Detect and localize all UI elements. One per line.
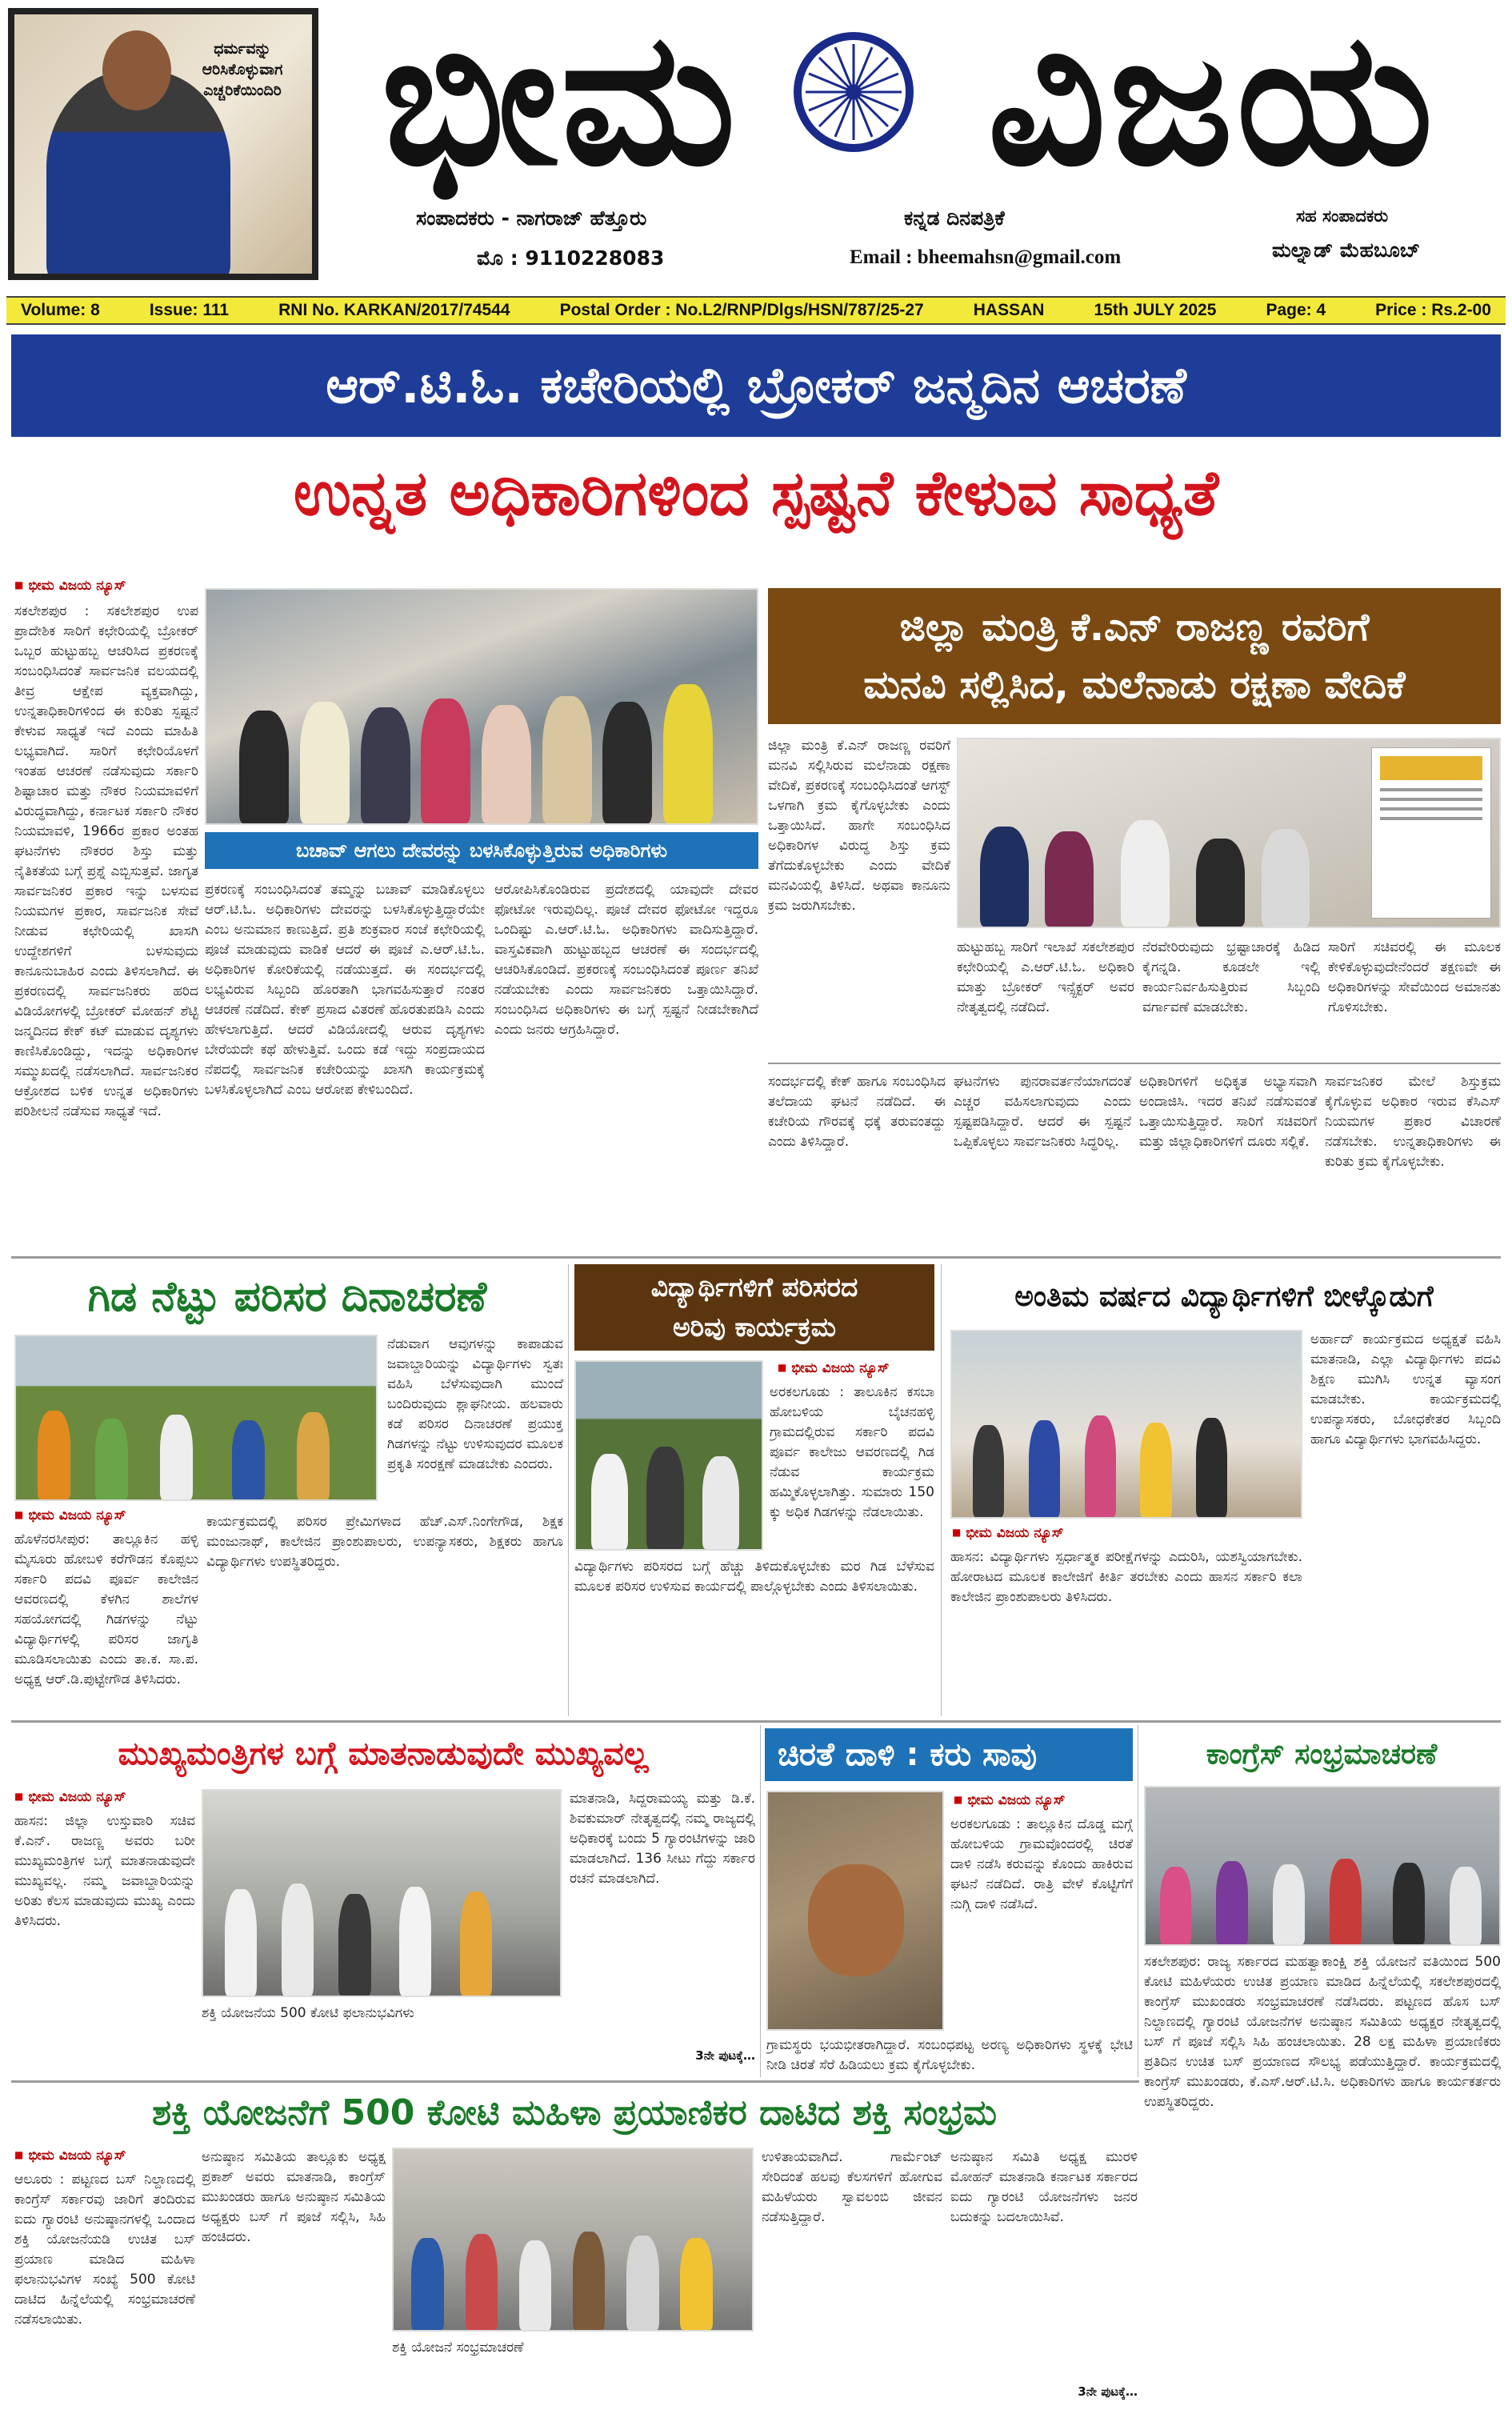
minister-headline bbox=[768, 588, 1501, 724]
lead-byline: ■ ಭೀಮ ವಿಜಯ ನ್ಯೂಸ್ bbox=[14, 578, 190, 594]
issue: Issue: 111 bbox=[149, 301, 230, 319]
minister-lower-column-2: ಘಟನೆಗಳು ಪುನರಾವರ್ತನೆಯಾಗದಂತೆ ಎಚ್ಚರ ವಹಿಸಲಾಗುವುದು ಎಂದು ಸ್ಪಷ್ಟಪಡಿಸಿದ್ದಾರೆ. ಆದರೆ ಈ ಸ್ಪಷ್ಟನೆ ಒಪ್ಪಿಕೊಳ್ಳಲು ಸಾರ್ವಜನಿಕರು ಸಿದ್ಧರಿಲ್ಲ. bbox=[954, 1074, 1131, 1150]
portrait-caption-line: ಎಚ್ಚರಿಕೆಯಿಂದಿರಿ bbox=[203, 82, 282, 99]
section-divider-1 bbox=[11, 1256, 1501, 1259]
shakti-continued: 3ನೇ ಪುಟಕ್ಕೆ… bbox=[1078, 2384, 1138, 2399]
minister-lower-column-3: ಅಧಿಕಾರಿಗಳಿಗೆ ಅಧಿಕೃತ ಅಭ್ಯಾಸವಾಗಿ ಅಂದಾಜಿಸಿ. ಇದರ ತನಿಖೆ ನಡೆಸುವಂತೆ ಒತ್ತಾಯಿಸುತ್ತಿದ್ದಾರೆ. ಸಾರಿಗೆ ಸಚಿವರಿಗೆ ಮತ್ತು ಜಿಲ್ಲಾಧಿಕಾರಿಗಳಿಗೆ ದೂರು ಸಲ್ಲಿಕೆ. bbox=[1139, 1074, 1317, 1150]
student-env-column-2: ವಿದ್ಯಾರ್ಥಿಗಳು ಪರಿಸರದ ಬಗ್ಗೆ ಹೆಚ್ಚು ತಿಳಿದುಕೊಳ್ಳಬೇಕು ಮರ ಗಿಡ ಬೆಳೆಸುವ ಮೂಲಕ ಪರಿಸರ ಉಳಿಸುವ ಕಾರ್ಯದಲ್ಲಿ ಪಾಲ್ಗೊಳ್ಳಬೇಕು ಎಂದು ತಿಳಿಸಲಾಯಿತು. bbox=[574, 1559, 934, 1595]
congress-headline: ಕಾಂಗ್ರೆಸ್ ಸಂಭ್ರಮಾಚರಣೆ bbox=[1206, 1738, 1438, 1771]
deer-byline: ■ ಭೀಮ ವಿಜಯ ನ್ಯೂಸ್ bbox=[954, 1792, 1133, 1808]
deer-figure-icon bbox=[808, 1864, 904, 1976]
minister-lower-column-1: ಸಂದರ್ಭದಲ್ಲಿ ಕೇಕ್ ಹಾಗೂ ಸಂಬಂಧಿಸಿದ ತಲೆದಾಯ ಘಟನೆ ನಡೆದಿದೆ. ಈ ಕಚೇರಿಯ ಗೌರವಕ್ಕೆ ಧಕ್ಕೆ ತರುವಂತದ್ದು ಎಂದು ತಿಳಿಸಿದ್ದಾರೆ. bbox=[768, 1074, 946, 1150]
student-env-photo bbox=[574, 1360, 763, 1551]
lead-column-2: ಪ್ರಕರಣಕ್ಕೆ ಸಂಬಂಧಿಸಿದಂತೆ ತಮ್ಮನ್ನು ಬಚಾವ್ ಮಾಡಿಕೊಳ್ಳಲು ಆರ್.ಟಿ.ಓ. ಅಧಿಕಾರಿಗಳು ದೇವರನ್ನು ಬಳಸಿಕೊಳ್ಳುತ್ತಿದ್ದಾರೆಯೇ ಎಂಬ ಅನುಮಾನ ಕಾಣುತ್ತಿದೆ. ಪ್ರತಿ ಶುಕ್ರವಾರ ಸಂಜೆ ಕಛೇರಿಯಲ್ಲಿ ಪೂಜೆ ಮಾಡುವುದು ವಾಡಿಕೆ ಆದರೆ ಈ ಪೂಜೆ ಎ.ಆರ್.ಟಿ.ಓ. ಅಧಿಕಾರಿಗಳ ಕೋರಿಕೆಯಲ್ಲಿ ನಡೆಯುತ್ತದೆ. ಈ ಸಂದರ್ಭದಲ್ಲಿ ಲಭ್ಯವಿರುವ ಸಿಬ್ಬಂದಿ ಹೊರತಾಗಿ ಭಾಗವಹಿಸುತ್ತಾರೆ ನಂತರ ಆಚರಣೆ ನಡೆದಿದೆ. ಕೇಕ್ ಪ್ರಸಾದ ವಿತರಣೆ ಹೊರತುಪಡಿಸಿ ಎಂದು ಹೇಳಲಾಗುತ್ತಿದೆ. ಆದರೆ ವಿಡಿಯೋದಲ್ಲಿ ಆರುವ ದೃಶ್ಯಗಳು ಬೇರೆಯದೇ ಕಥೆ ಹೇಳುತ್ತಿವೆ. ಒಂದು ಕಡೆ ಇದ್ದು ಸಂಪ್ರದಾಯದ ನೆಪದಲ್ಲಿ ಸಾರ್ವಜನಿಕ ಕಚೇರಿಯನ್ನು ಖಾಸಗಿ ಕಾರ್ಯಕ್ರಮಕ್ಕೆ ಬಳಸಿಕೊಳ್ಳಲಾಗಿದೆ ಎಂಬ ಆರೋಪ ಕೇಳಿಬಂದಿದೆ. bbox=[205, 882, 485, 1098]
editor-name: ಸಂಪಾದಕರು - ನಾಗರಾಜ್ ಹೆತ್ತೂರು bbox=[416, 206, 647, 230]
tree-column-3: ಕಾರ್ಯಕ್ರಮದಲ್ಲಿ ಪರಿಸರ ಪ್ರೇಮಿಗಳಾದ ಹೆಚ್.ಎಸ್.ನಿಂಗೇಗೌಡ, ಶಿಕ್ಷಕ ಮಂಜುನಾಥ್, ಕಾಲೇಜಿನ ಪ್ರಾಂಶುಪಾಲರು, ಉಪನ್ಯಾಸಕರು, ಶಿಕ್ಷಕರು ಹಾಗೂ ವಿದ್ಯಾರ್ಥಿಗಳು ಉಪಸ್ಥಿತರಿದ್ದರು. bbox=[206, 1514, 563, 1570]
cm-byline: ■ ಭೀಮ ವಿಜಯ ನ್ಯೂಸ್ bbox=[14, 1789, 190, 1805]
congress-photo bbox=[1144, 1786, 1501, 1946]
lead-subhead: ಬಚಾವ್ ಆಗಲು ದೇವರನ್ನು ಬಳಸಿಕೊಳ್ಳುತ್ತಿರುವ ಅಧಿಕಾರಿಗಳು bbox=[205, 832, 758, 869]
minister-column-1: ಜಿಲ್ಲಾ ಮಂತ್ರಿ ಕೆ.ಎನ್ ರಾಜಣ್ಣ ರವರಿಗೆ ಮನವಿ ಸಲ್ಲಿಸಿರುವ ಮಲೆನಾಡು ರಕ್ಷಣಾ ವೇದಿಕೆ, ಪ್ರಕರಣಕ್ಕೆ ಸಂಬಂಧಿಸಿದಂತೆ ಆಗಸ್ಟ್ ಒಳಗಾಗಿ ಕ್ರಮ ಕೈಗೊಳ್ಳಬೇಕು ಎಂದು ಒತ್ತಾಯಿಸಿದೆ. ಹಾಗೇ ಸಂಬಂಧಿಸಿದ ಅಧಿಕಾರಿಗಳ ವಿರುದ್ಧ ಶಿಸ್ತು ಕ್ರಮ ತೆಗೆದುಕೊಳ್ಳಬೇಕು ಎಂದು ವೇದಿಕೆ ಮನವಿಯಲ್ಲಿ ತಿಳಿಸಿದೆ. ಅಥವಾ ಕಾನೂನು ಕ್ರಮ ಜರುಗಿಸಬೇಕು. bbox=[768, 738, 950, 914]
column-divider bbox=[568, 1264, 569, 1716]
shakti-headline: ಶಕ್ತಿ ಯೋಜನೆಗೆ 500 ಕೋಟಿ ಮಹಿಳಾ ಪ್ರಯಾಣಿಕರ ದಾಟಿದ ಶಕ್ತಿ ಸಂಭ್ರಮ bbox=[151, 2092, 998, 2133]
column-divider bbox=[941, 1264, 942, 1716]
minister-column-4: ಸಾರಿಗೆ ಸಚಿವರಲ್ಲಿ ಈ ಮೂಲಕ ಕೇಳಿಕೊಳ್ಳುವುದೇನೆಂದರೆ ತಕ್ಷಣವೇ ಈ ಅಧಿಕಾರಿಗಳನ್ನು ಸೇವೆಯಿಂದ ಅಮಾನತು ಗೊಳಿಸಬೇಕು. bbox=[1328, 939, 1501, 1015]
editor-phone: ಮೊ : 9110228083 bbox=[477, 246, 665, 270]
co-editor-label: ಸಹ ಸಂಪಾದಕರು bbox=[1296, 206, 1389, 226]
section-divider-2 bbox=[11, 1720, 1501, 1723]
place: HASSAN bbox=[973, 301, 1045, 319]
shakti-caption: ಶಕ್ತಿ ಯೋಜನೆ ಸಂಭ್ರಮಾಚರಣೆ bbox=[392, 2340, 524, 2356]
minister-headline-line-2: ಮನವಿ ಸಲ್ಲಿಸಿದ, ಮಲೆನಾಡು ರಕ್ಷಣಾ ವೇದಿಕೆ bbox=[863, 663, 1406, 707]
postal-order: Postal Order : No.L2/RNP/Dlgs/HSN/787/25-27 bbox=[559, 301, 924, 319]
title-left: ಭೀಮ bbox=[381, 0, 739, 206]
shakti-photo bbox=[392, 2148, 754, 2332]
price: Price : Rs.2-00 bbox=[1375, 301, 1491, 319]
portrait-caption bbox=[174, 38, 310, 101]
tree-column-1: ಹೊಳೆನರಸೀಪುರ: ತಾಲ್ಲೂಕಿನ ಹಳ್ಳಿ ಮೈಸೂರು ಹೋಬಳಿ ಕರೆಗೌಡನ ಕೊಪ್ಪಲು ಸರ್ಕಾರಿ ಪದವಿ ಪೂರ್ವ ಕಾಲೇಜಿನ ಆವರಣದಲ್ಲಿ ಕೆಳಗಿನ ಶಾಲೆಗಳ ಸಹಯೋಗದಲ್ಲಿ ಗಿಡಗಳನ್ನು ನೆಟ್ಟು ವಿದ್ಯಾರ್ಥಿಗಳಲ್ಲಿ ಪರಿಸರ ಜಾಗೃತಿ ಮೂಡಿಸಲಾಯಿತು ಎಂದು ತಾ.ಕ. ಸಾ.ಪ. ಅಧ್ಯಕ್ಷ ಆರ್.ಡಿ.ಪುಟ್ಟೇಗೌಡ ತಿಳಿಸಿದರು. bbox=[14, 1531, 198, 1687]
shakti-column-4: ಅನುಷ್ಠಾನ ಸಮಿತಿ ಅಧ್ಯಕ್ಷ ಮುರಳಿ ಮೋಹನ್ ಮಾತನಾಡಿ ಕರ್ನಾಟಕ ಸರ್ಕಾರದ ಐದು ಗ್ಯಾರಂಟಿ ಯೋಜನೆಗಳು ಜನರ ಬದುಕನ್ನು ಬದಲಾಯಿಸಿವೆ. bbox=[950, 2149, 1138, 2225]
column-divider bbox=[760, 1725, 761, 2077]
tree-headline: ಗಿಡ ನೆಟ್ಟು ಪರಿಸರ ದಿನಾಚರಣೆ bbox=[87, 1273, 487, 1321]
ashoka-chakra-icon bbox=[794, 32, 914, 152]
deer-column-2: ಗ್ರಾಮಸ್ಥರು ಭಯಭೀತರಾಗಿದ್ದಾರೆ. ಸಂಬಂಧಪಟ್ಟ ಅರಣ್ಯ ಅಧಿಕಾರಿಗಳು ಸ್ಥಳಕ್ಕೆ ಭೇಟಿ ನೀಡಿ ಚಿರತೆ ಸೆರೆ ಹಿಡಿಯಲು ಕ್ರಮ ಕೈಗೊಳ್ಳಬೇಕು. bbox=[766, 2037, 1133, 2073]
minister-divider bbox=[768, 1063, 1501, 1064]
portrait-caption-line: ಧರ್ಮವನ್ನು bbox=[214, 40, 271, 58]
minister-photo bbox=[957, 738, 1501, 928]
lead-column-3: ಆರೋಪಿಸಿಕೊಂಡಿರುವ ಪ್ರದೇಶದಲ್ಲಿ ಯಾವುದೇ ದೇವರ ಫೋಟೋ ಇರುವುದಿಲ್ಲ. ಪೂಜೆ ದೇವರ ಫೋಟೋ ಇದ್ದರೂ ಒಂದಿಷ್ಟು ಎ.ಆರ್.ಟಿ.ಓ. ಅಧಿಕಾರಿಗಳು ವಾದಿಸುತ್ತಿದ್ದಾರೆ. ವಾಸ್ತವಿಕವಾಗಿ ಹುಟ್ಟುಹಬ್ಬದ ಆಚರಣೆ ಈ ಸಂದರ್ಭದಲ್ಲಿ ಆಚರಿಸಿಕೊಂಡಿದೆ. ಪ್ರಕರಣಕ್ಕೆ ಸಂಬಂಧಿಸಿದಂತೆ ಪೂರ್ಣ ತನಿಖೆ ನಡೆಯಬೇಕು ಎಂದು ಸಾರ್ವಜನಿಕರು ಒತ್ತಾಯಿಸಿದ್ದಾರೆ. ಸಂಬಂಧಿಸಿದ ಅಧಿಕಾರಿಗಳು ಈ ಬಗ್ಗೆ ಸ್ಪಷ್ಟನೆ ನೀಡಬೇಕಾಗಿದೆ ಎಂದು ಜನರು ಆಗ್ರಹಿಸಿದ್ದಾರೆ. bbox=[494, 882, 758, 1038]
minister-headline-line-1: ಜಿಲ್ಲಾ ಮಂತ್ರಿ ಕೆ.ಎನ್ ರಾಜಣ್ಣ ರವರಿಗೆ bbox=[899, 605, 1370, 650]
tree-column-2: ನೆಡುವಾಗ ಆವುಗಳನ್ನು ಕಾಪಾಡುವ ಜವಾಬ್ದಾರಿಯನ್ನು ವಿದ್ಯಾರ್ಥಿಗಳು ಸ್ವತಃ ವಹಿಸಿ ಬೆಳೆಸುವುದಾಗಿ ಮುಂದೆ ಬಂದಿರುವುದು ಶ್ಲಾಘನೀಯ. ಹಲವಾರು ಕಡೆ ಪರಿಸರ ದಿನಾಚರಣೆ ಪ್ರಯುಕ್ತ ಗಿಡಗಳನ್ನು ನೆಟ್ಟು ಉಳಿಸುವುದರ ಮೂಲಕ ಪ್ರಕೃತಿ ಸಂರಕ್ಷಣೆ ಮಾಡಬೇಕು ಎಂದರು. bbox=[387, 1336, 563, 1472]
student-env-headline bbox=[574, 1264, 934, 1351]
cm-column-1: ಹಾಸನ: ಜಿಲ್ಲಾ ಉಸ್ತುವಾರಿ ಸಚಿವ ಕೆ.ಎನ್. ರಾಜಣ್ಣ ಅವರು ಬರೀ ಮುಖ್ಯಮಂತ್ರಿಗಳ ಬಗ್ಗೆ ಮಾತನಾಡುವುದೇ ಮುಖ್ಯವಲ್ಲ. ನಮ್ಮ ಜವಾಬ್ದಾರಿಯನ್ನು ಅರಿತು ಕೆಲಸ ಮಾಡುವುದು ಮುಖ್ಯ ಎಂದು ತಿಳಿಸಿದರು. bbox=[14, 1813, 195, 1929]
info-bar bbox=[6, 296, 1506, 325]
issue-date: 15th JULY 2025 bbox=[1094, 301, 1217, 319]
student-env-column-1: ಅರಕಲಗೂಡು : ತಾಲೂಕಿನ ಕಸಬಾ ಹೋಬಳಿಯ ಬೈಚನಹಳ್ಳಿ ಗ್ರಾಮದಲ್ಲಿರುವ ಸರ್ಕಾರಿ ಪದವಿ ಪೂರ್ವ ಕಾಲೇಜು ಆವರಣದಲ್ಲಿ ಗಿಡ ನೆಡುವ ಕಾರ್ಯಕ್ರಮ ಹಮ್ಮಿಕೊಳ್ಳಲಾಗಿತ್ತು. ಸುಮಾರು 150 ಕ್ಕು ಅಧಿಕ ಗಿಡಗಳನ್ನು ನೆಡಲಾಯಿತು. bbox=[770, 1384, 934, 1520]
minister-lower-column-4: ಸಾರ್ವಜನಿಕರ ಮೇಲೆ ಶಿಸ್ತುಕ್ರಮ ಕೈಗೊಳ್ಳುವ ಅಧಿಕಾರ ಇರುವ ಕೆಸಿಎಸ್ ನಿಯಮಗಳ ಪ್ರಕಾರ ವಿಚಾರಣೆ ನಡೆಸಬೇಕು. ಉನ್ನತಾಧಿಕಾರಿಗಳು ಈ ಕುರಿತು ಕ್ರಮ ಕೈಗೊಳ್ಳಬೇಕು. bbox=[1325, 1074, 1501, 1170]
cm-headline: ಮುಖ್ಯಮಂತ್ರಿಗಳ ಬಗ್ಗೆ ಮಾತನಾಡುವುದೇ ಮುಖ್ಯವಲ್ಲ bbox=[118, 1735, 649, 1772]
co-editor-name: ಮಲ್ನಾಡ್ ಮೆಹಬೂಬ್ bbox=[1272, 238, 1421, 262]
lead-column-1: ಸಕಲೇಶಪುರ : ಸಕಲೇಶಪುರ ಉಪ ಪ್ರಾದೇಶಿಕ ಸಾರಿಗೆ ಕಛೇರಿಯಲ್ಲಿ ಬ್ರೋಕರ್ ಒಬ್ಬರ ಹುಟ್ಟುಹಬ್ಬ ಆಚರಿಸಿದ ಪ್ರಕರಣಕ್ಕೆ ಸಂಬಂಧಿಸಿದಂತೆ ಸಾರ್ವಜನಿಕ ವಲಯದಲ್ಲಿ ತೀವ್ರ ಆಕ್ಷೇಪ ವ್ಯಕ್ತವಾಗಿದ್ದು, ಉನ್ನತಾಧಿಕಾರಿಗಳಿಂದ ಈ ಕುರಿತು ಸ್ಪಷ್ಟನೆ ಕೇಳುವ ಸಾಧ್ಯತೆ ಇದೆ ಎಂದು ಮಾಹಿತಿ ಲಭ್ಯವಾಗಿದೆ. ಸಾರಿಗೆ ಕಛೇರಿಯೊಳಗೆ ಇಂತಹ ಆಚರಣೆ ನಡೆಸುವುದು ಸರ್ಕಾರಿ ಶಿಷ್ಟಾಚಾರ ಮತ್ತು ನೌಕರ ನಿಯಮಾವಳಿಗೆ ವಿರುದ್ಧವಾಗಿದ್ದು, ಕರ್ನಾಟಕ ಸರ್ಕಾರಿ ನೌಕರ ನಿಯಮಾವಳಿ, 1966ರ ಪ್ರಕಾರ ಅಂತಹ ಘಟನೆಗಳು ನೌಕರರ ಶಿಸ್ತು ಮತ್ತು ನೈತಿಕತೆಯ ಬಗ್ಗೆ ಪ್ರಶ್ನೆ ಎಬ್ಬಿಸುತ್ತವೆ. ಜಾಗೃತ ಸಾರ್ವಜನಿಕರ ಪ್ರಕಾರ ಇನ್ನು ಬಳಸುವ ನಿಯಮಗಳ ಪ್ರಕಾರ, ಸಾರ್ವಜನಿಕ ಸೇವೆ ನೀಡುವ ಕಛೇರಿಯಲ್ಲಿ ಖಾಸಗಿ ಉದ್ದೇಶಗಳಿಗೆ ಬಳಸುವುದು ಕಾನೂನುಬಾಹಿರ ಎಂದು ತಿಳಿಸಲಾಗಿದೆ. ಈ ಪ್ರಕರಣದಲ್ಲಿ ಸಾರ್ವಜನಿಕರು ಹರಿದ ವಿಡಿಯೋಗಳಲ್ಲಿ ಬ್ರೋಕರ್ ಮೋಹನ್ ಶೆಟ್ಟಿ ಜನ್ಮದಿನದ ಕೇಕ್ ಕಟ್ ಮಾಡುವ ದೃಶ್ಯಗಳು ಕಾಣಿಸಿಕೊಂಡಿದ್ದು, ಇದನ್ನು ಅಧಿಕಾರಿಗಳ ಸಮ್ಮುಖದಲ್ಲಿ ನಡೆಸಲಾಗಿದೆ. ಸಾರ್ವಜನಿಕರ ಆಕ್ರೋಶದ ಬಳಿಕ ಉನ್ನತ ಅಧಿಕಾರಿಗಳು ಪರಿಶೀಲನೆ ನಡೆಸುವ ಸಾಧ್ಯತೆ ಇದೆ. bbox=[14, 603, 198, 1119]
deer-headline: ಚಿರತೆ ದಾಳಿ : ಕರು ಸಾವು bbox=[765, 1728, 1133, 1781]
ambedkar-portrait bbox=[8, 8, 318, 280]
shakti-column-3: ಉಳಿತಾಯವಾಗಿದೆ. ಗಾರ್ಮೆಂಟ್ ಸೇರಿದಂತೆ ಹಲವು ಕೆಲಸಗಳಿಗೆ ಹೋಗುವ ಮಹಿಳೆಯರು ಸ್ವಾವಲಂಬಿ ಜೀವನ ನಡೆಸುತ್ತಿದ್ದಾರೆ. bbox=[762, 2149, 942, 2225]
student-env-headline-line-2: ಅರಿವು ಕಾರ್ಯಕ್ರಮ bbox=[672, 1311, 837, 1343]
shakti-byline: ■ ಭೀಮ ವಿಜಯ ನ್ಯೂಸ್ bbox=[14, 2148, 190, 2164]
minister-column-2: ಹುಟ್ಟುಹಬ್ಬ ಸಾರಿಗೆ ಇಲಾಖೆ ಸಕಲೇಶಪುರ ಕಛೇರಿಯಲ್ಲಿ ಎ.ಆರ್.ಟಿ.ಓ. ಅಧಿಕಾರಿ ಮಾತ್ತು ಬ್ರೋಕರ್ ಇನ್ಸ್ಪೆಕ್ಟರ್ ಅವರ ನೇತೃತ್ವದಲ್ಲಿ ನಡೆದಿದೆ. bbox=[957, 939, 1134, 1015]
shakti-column-2: ಅನುಷ್ಠಾನ ಸಮಿತಿಯ ತಾಲ್ಲೂಕು ಅಧ್ಯಕ್ಷ ಪ್ರಕಾಶ್ ಅವರು ಮಾತನಾಡಿ, ಕಾಂಗ್ರೆಸ್ ಮುಖಂಡರು ಹಾಗೂ ಅನುಷ್ಠಾನ ಸಮಿತಿಯ ಅಧ್ಯಕ್ಷರು ಬಸ್ ಗೆ ಪೂಜೆ ಸಲ್ಲಿಸಿ, ಸಿಹಿ ಹಂಚಿದರು. bbox=[202, 2149, 386, 2245]
title-right: ವಿಜಯ bbox=[987, 0, 1437, 206]
masthead bbox=[0, 0, 1512, 296]
farewell-column-1: ಹಾಸನ: ವಿದ್ಯಾರ್ಥಿಗಳು ಸ್ಪರ್ಧಾತ್ಮಕ ಪರೀಕ್ಷೆಗಳನ್ನು ಎದುರಿಸಿ, ಯಶಸ್ವಿಯಾಗಬೇಕು. ಹೋರಾಟದ ಮೂಲಕ ಕಾಲೇಜಿಗೆ ಕೀರ್ತಿ ತರಬೇಕು ಎಂದು ಹಾಸನ ಸರ್ಕಾರಿ ಕಲಾ ಕಾಲೇಜಿನ ಪ್ರಾಂಶುಪಾಲರು ತಿಳಿಸಿದರು. bbox=[950, 1549, 1302, 1605]
farewell-headline: ಅಂತಿಮ ವರ್ಷದ ವಿದ್ಯಾರ್ಥಿಗಳಿಗೆ ಬೀಳ್ಕೊಡುಗೆ bbox=[1014, 1280, 1434, 1313]
cm-caption: ಶಕ್ತಿ ಯೋಜನೆಯ 500 ಕೋಟಿ ಫಲಾನುಭವಿಗಳು bbox=[202, 2005, 414, 2021]
rni-number: RNI No. KARKAN/2017/74544 bbox=[278, 301, 510, 319]
student-env-headline-line-1: ವಿದ್ಯಾರ್ಥಿಗಳಿಗೆ ಪರಿಸರದ bbox=[650, 1271, 858, 1303]
volume: Volume: 8 bbox=[21, 301, 100, 319]
farewell-column-2: ಅರ್ಹಾದ್ ಕಾರ್ಯಕ್ರಮದ ಅಧ್ಯಕ್ಷತೆ ವಹಿಸಿ ಮಾತನಾಡಿ, ಎಲ್ಲಾ ವಿದ್ಯಾರ್ಥಿಗಳು ಪದವಿ ಶಿಕ್ಷಣ ಮುಗಿಸಿ ಉನ್ನತ ವ್ಯಾಸಂಗ ಮಾಡಬೇಕು. ಕಾರ್ಯಕ್ರಮದಲ್ಲಿ ಉಪನ್ಯಾಸಕರು, ಬೋಧಕೇತರ ಸಿಬ್ಬಂದಿ ಹಾಗೂ ವಿದ್ಯಾರ್ಥಿಗಳು ಭಾಗವಹಿಸಿದ್ದರು. bbox=[1310, 1331, 1501, 1447]
cm-column-2: ಮಾತನಾಡಿ, ಸಿದ್ದರಾಮಯ್ಯ ಮತ್ತು ಡಿ.ಕೆ. ಶಿವಕುಮಾರ್ ನೇತೃತ್ವದಲ್ಲಿ ನಮ್ಮ ರಾಜ್ಯದಲ್ಲಿ ಅಧಿಕಾರಕ್ಕೆ ಬಂದು 5 ಗ್ಯಾರಂಟಿಗಳನ್ನು ಜಾರಿ ಮಾಡಲಾಗಿದೆ. 136 ಸೀಟು ಗೆದ್ದು ಸರ್ಕಾರ ರಚನೆ ಮಾಡಲಾಗಿದೆ. bbox=[570, 1791, 755, 1887]
farewell-byline: ■ ಭೀಮ ವಿಜಯ ನ್ಯೂಸ್ bbox=[952, 1525, 1136, 1541]
page-number: Page: 4 bbox=[1266, 301, 1326, 319]
shakti-column-1: ಆಲೂರು : ಪಟ್ಟಣದ ಬಸ್ ನಿಲ್ದಾಣದಲ್ಲಿ ಕಾಂಗ್ರೆಸ್ ಸರ್ಕಾರವು ಜಾರಿಗೆ ತಂದಿರುವ ಐದು ಗ್ಯಾರಂಟಿ ಅನುಷ್ಠಾನಗಳಲ್ಲಿ ಒಂದಾದ ಶಕ್ತಿ ಯೋಜನೆಯಡಿ ಉಚಿತ ಬಸ್ ಪ್ರಯಾಣ ಮಾಡಿದ ಮಹಿಳಾ ಫಲಾನುಭವಿಗಳ ಸಂಖ್ಯೆ 500 ಕೋಟಿ ದಾಟಿದ ಹಿನ್ನೆಲೆಯಲ್ಲಿ ಸಂಭ್ರಮಾಚರಣೆ ನಡೆಸಲಾಯಿತು. bbox=[14, 2172, 195, 2328]
cm-continued: 3ನೇ ಪುಟಕ್ಕೆ… bbox=[695, 2048, 755, 2063]
deer-column-1: ಅರಕಲಗೂಡು : ತಾಲ್ಲೂಕಿನ ದೊಡ್ಡ ಮಗ್ಗೆ ಹೋಬಳಿಯ ಗ್ರಾಮವೊಂದರಲ್ಲಿ ಚಿರತೆ ದಾಳಿ ನಡೆಸಿ ಕರುವನ್ನು ಕೊಂದು ಹಾಕಿರುವ ಘಟನೆ ನಡೆದಿದೆ. ರಾತ್ರಿ ವೇಳೆ ಕೊಟ್ಟಿಗೆಗೆ ನುಗ್ಗಿ ದಾಳಿ ನಡೆಸಿದೆ. bbox=[950, 1816, 1133, 1912]
lead-banner: ಆರ್.ಟಿ.ಓ. ಕಚೇರಿಯಲ್ಲಿ ಬ್ರೋಕರ್ ಜನ್ಮದಿನ ಆಚರಣೆ bbox=[11, 334, 1501, 437]
farewell-photo bbox=[950, 1330, 1302, 1519]
paper-email[interactable]: Email : bheemahsn@gmail.com bbox=[850, 246, 1122, 268]
tree-photo bbox=[14, 1335, 378, 1501]
cm-photo bbox=[202, 1789, 562, 1997]
deer-photo bbox=[766, 1791, 944, 2031]
lead-headline: ಉನ್ನತ ಅಧಿಕಾರಿಗಳಿಂದ ಸ್ಪಷ್ಟನೆ ಕೇಳುವ ಸಾಧ್ಯತೆ bbox=[293, 458, 1219, 530]
portrait-caption-line: ಆರಿಸಿಕೊಳ್ಳುವಾಗ bbox=[202, 61, 283, 78]
paper-type: ಕನ್ನಡ ದಿನಪತ್ರಿಕೆ bbox=[904, 206, 1005, 230]
portrait-face-icon bbox=[102, 30, 171, 110]
congress-column-1: ಸಕಲೇಶಪುರ: ರಾಜ್ಯ ಸರ್ಕಾರದ ಮಹತ್ವಾಕಾಂಕ್ಷಿ ಶಕ್ತಿ ಯೋಜನೆ ವತಿಯಿಂದ 500 ಕೋಟಿ ಮಹಿಳೆಯರು ಉಚಿತ ಪ್ರಯಾಣ ಮಾಡಿದ ಹಿನ್ನೆಲೆಯಲ್ಲಿ ಸಕಲೇಶಪುರದಲ್ಲಿ ಕಾಂಗ್ರೆಸ್ ಮುಖಂಡರು ಸಂಭ್ರಮಾಚರಣೆ ನಡೆಸಿದರು. ಪಟ್ಟಣದ ಹೊಸ ಬಸ್ ನಿಲ್ದಾಣದಲ್ಲಿ ಗ್ಯಾರಂಟಿ ಯೋಜನೆಗಳ ಅನುಷ್ಠಾನ ಸಮಿತಿಯ ಅಧ್ಯಕ್ಷರ ನೇತೃತ್ವದಲ್ಲಿ ಬಸ್ ಗೆ ಪೂಜೆ ಸಲ್ಲಿಸಿ ಸಿಹಿ ಹಂಚಲಾಯಿತು. 28 ಲಕ್ಷ ಮಹಿಳಾ ಪ್ರಯಾಣಿಕರು ಪ್ರತಿದಿನ ಉಚಿತ ಬಸ್ ಪ್ರಯಾಣದ ಸೌಲಭ್ಯ ಪಡೆಯುತ್ತಿದ್ದಾರೆ. ಕಾರ್ಯಕ್ರಮದಲ್ಲಿ ಕಾಂಗ್ರೆಸ್ ಮುಖಂಡರು, ಕೆ.ಎಸ್.ಆರ್.ಟಿ.ಸಿ. ಅಧಿಕಾರಿಗಳು ಹಾಗೂ ಕಾರ್ಯಕರ್ತರು ಉಪಸ್ಥಿತರಿದ್ದರು. bbox=[1144, 1954, 1501, 2110]
lead-photo bbox=[205, 588, 758, 825]
student-env-byline: ■ ಭೀಮ ವಿಜಯ ನ್ಯೂಸ್ bbox=[778, 1360, 934, 1376]
section-divider-3 bbox=[11, 2080, 1139, 2083]
tree-byline: ■ ಭೀಮ ವಿಜಯ ನ್ಯೂಸ್ bbox=[14, 1507, 198, 1523]
minister-column-3: ನೆರವೇರಿರುವುದು ಭ್ರಷ್ಟಾಚಾರಕ್ಕೆ ಹಿಡಿದ ಕೈಗನ್ನಡಿ. ಕೂಡಲೇ ಇಲ್ಲಿ ಕಾರ್ಯನಿರ್ವಹಿಸುತ್ತಿರುವ ಸಿಬ್ಬಂದಿ ವರ್ಗಾವಣೆ ಮಾಡಬೇಕು. bbox=[1142, 939, 1320, 1015]
petition-document-icon bbox=[1371, 747, 1491, 919]
